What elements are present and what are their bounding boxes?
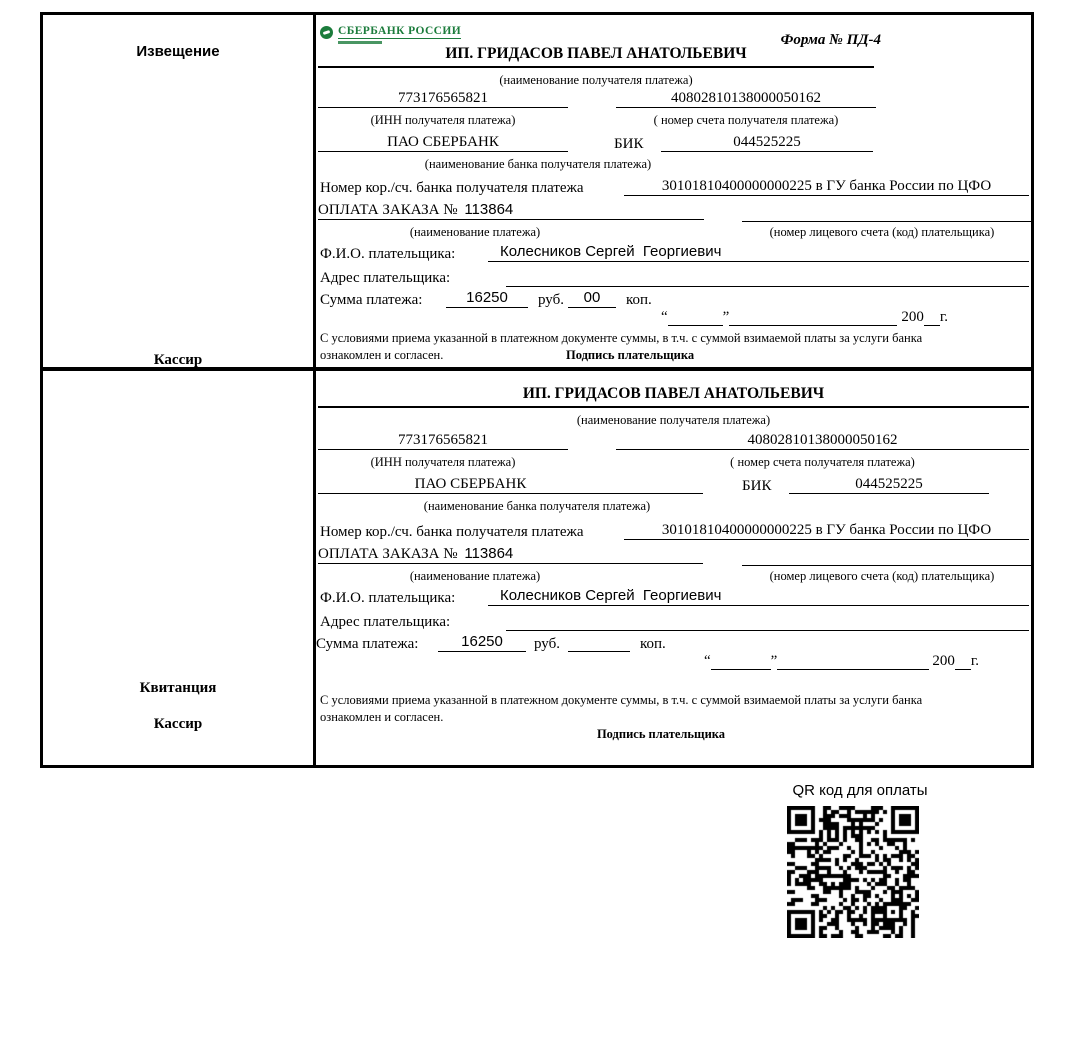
receipt-date-line [704, 653, 1009, 670]
notice-cashier-label: Кассир [153, 352, 203, 368]
year-prefix: 200 [932, 653, 955, 669]
section-receipt [43, 371, 1031, 765]
receipt-amount-kop-value [568, 633, 630, 652]
quote-close: ” [770, 653, 778, 669]
notice-side-label: Извещение [136, 43, 220, 60]
day-blank [668, 309, 723, 326]
receipt-purpose-caption: (наименование платежа) [409, 569, 541, 583]
receipt-personal-account-line [742, 545, 1031, 566]
receipt-personal-caption: (номер лицевого счета (код) плательщика) [769, 569, 995, 583]
month-blank [777, 653, 929, 670]
receipt-kop-label: коп. [640, 636, 666, 652]
notice-inn-caption: (ИНН получателя платежа) [370, 113, 516, 127]
receipt-payer-label: Ф.И.О. плательщика: [320, 590, 456, 606]
quote-close: ” [722, 309, 730, 325]
notice-corr-value: 30101810400000000225 в ГУ банка России по ЦФО [624, 177, 1029, 196]
qr-caption: QR код для оплаты [792, 782, 928, 799]
notice-signature-label: Подпись плательщика [566, 348, 695, 362]
sberbank-logo-text: СБЕРБАНК РОССИИ [338, 25, 462, 37]
receipt-signature-label: Подпись плательщика [596, 727, 726, 741]
sberbank-logo-icon [320, 26, 333, 39]
qr-code [787, 806, 919, 938]
notice-date-line [661, 309, 979, 326]
notice-purpose-value [318, 201, 704, 220]
notice-bank-value: ПАО СБЕРБАНК [318, 133, 568, 152]
notice-recipient-title: ИП. ГРИДАСОВ ПАВЕЛ АНАТОЛЬЕВИЧ [318, 45, 874, 68]
receipt-cashier-label: Кассир [153, 716, 203, 732]
notice-personal-account-line [742, 201, 1031, 222]
quote-open: “ [704, 653, 711, 669]
receipt-address-line [506, 611, 1029, 631]
notice-body [316, 15, 1031, 367]
notice-purpose-caption: (наименование платежа) [409, 225, 541, 239]
receipt-amount-label: Сумма платежа: [316, 636, 419, 652]
receipt-recipient-title: ИП. ГРИДАСОВ ПАВЕЛ АНАТОЛЬЕВИЧ [318, 385, 1029, 408]
notice-account-caption: ( номер счета получателя платежа) [653, 113, 839, 127]
sberbank-logo-tagline-bar [338, 41, 382, 44]
notice-agreement-line1: С условиями приема указанной в платежном документе суммы, в т.ч. с суммой взимаемой платы за услуги банка [320, 331, 923, 345]
receipt-address-label: Адрес плательщика: [320, 614, 451, 630]
receipt-order-number: 113864 [464, 545, 514, 562]
notice-account-value: 40802810138000050162 [616, 89, 876, 108]
sberbank-logo [320, 21, 461, 44]
receipt-bik-label: БИК [742, 478, 772, 494]
receipt-side-label: Квитанция [139, 680, 217, 696]
receipt-account-caption: ( номер счета получателя платежа) [730, 455, 915, 469]
notice-recipient-caption: (наименование получателя платежа) [499, 73, 693, 87]
notice-bik-value: 044525225 [661, 133, 873, 152]
notice-purpose-label: ОПЛАТА ЗАКАЗА № [318, 202, 458, 218]
form-number: Форма № ПД-4 [780, 32, 881, 48]
year-suffix: г. [939, 309, 949, 325]
receipt-inn-value: 773176565821 [318, 431, 568, 450]
notice-rub-label: руб. [538, 292, 564, 308]
notice-corr-label: Номер кор./сч. банка получателя платежа [320, 180, 584, 196]
receipt-bik-value: 044525225 [789, 475, 989, 494]
receipt-corr-value: 30101810400000000225 в ГУ банка России по ЦФО [624, 521, 1029, 540]
notice-amount-rub-value: 16250 [446, 289, 528, 308]
pd4-form [40, 12, 1034, 768]
receipt-bank-caption: (наименование банка получателя платежа) [423, 499, 651, 513]
receipt-agreement-line2: ознакомлен и согласен. [320, 710, 444, 724]
notice-amount-label: Сумма платежа: [320, 292, 423, 308]
notice-payer-value: Колесников Сергей Георгиевич [488, 243, 1029, 262]
notice-bank-caption: (наименование банка получателя платежа) [424, 157, 652, 171]
receipt-bank-value: ПАО СБЕРБАНК [318, 475, 703, 494]
receipt-body [316, 371, 1031, 765]
notice-kop-label: коп. [626, 292, 652, 308]
month-blank [729, 309, 897, 326]
notice-address-line [506, 267, 1029, 287]
receipt-purpose-value [318, 545, 703, 564]
notice-amount-kop-value: 00 [568, 289, 616, 308]
section-notice [43, 15, 1031, 371]
receipt-payer-value: Колесников Сергей Георгиевич [488, 587, 1029, 606]
receipt-purpose-label: ОПЛАТА ЗАКАЗА № [318, 546, 458, 562]
receipt-side-cell [43, 371, 316, 765]
notice-bik-label: БИК [614, 136, 644, 152]
notice-personal-caption: (номер лицевого счета (код) плательщика) [769, 225, 995, 239]
receipt-recipient-caption: (наименование получателя платежа) [576, 413, 771, 427]
notice-address-label: Адрес плательщика: [320, 270, 451, 286]
notice-agreement-line2: ознакомлен и согласен. [320, 348, 444, 362]
notice-inn-value: 773176565821 [318, 89, 568, 108]
receipt-inn-caption: (ИНН получателя платежа) [370, 455, 516, 469]
receipt-agreement-line1: С условиями приема указанной в платежном документе суммы, в т.ч. с суммой взимаемой платы за услуги банка [320, 693, 923, 707]
receipt-account-value: 40802810138000050162 [616, 431, 1029, 450]
receipt-rub-label: руб. [534, 636, 560, 652]
quote-open: “ [661, 309, 668, 325]
receipt-amount-rub-value: 16250 [438, 633, 526, 652]
notice-order-number: 113864 [464, 201, 514, 218]
notice-payer-label: Ф.И.О. плательщика: [320, 246, 456, 262]
year-suffix: г. [970, 653, 980, 669]
year-blank [955, 653, 971, 670]
receipt-corr-label: Номер кор./сч. банка получателя платежа [320, 524, 584, 540]
year-prefix: 200 [901, 309, 924, 325]
year-blank [924, 309, 940, 326]
day-blank [711, 653, 771, 670]
notice-side-cell [43, 15, 316, 367]
